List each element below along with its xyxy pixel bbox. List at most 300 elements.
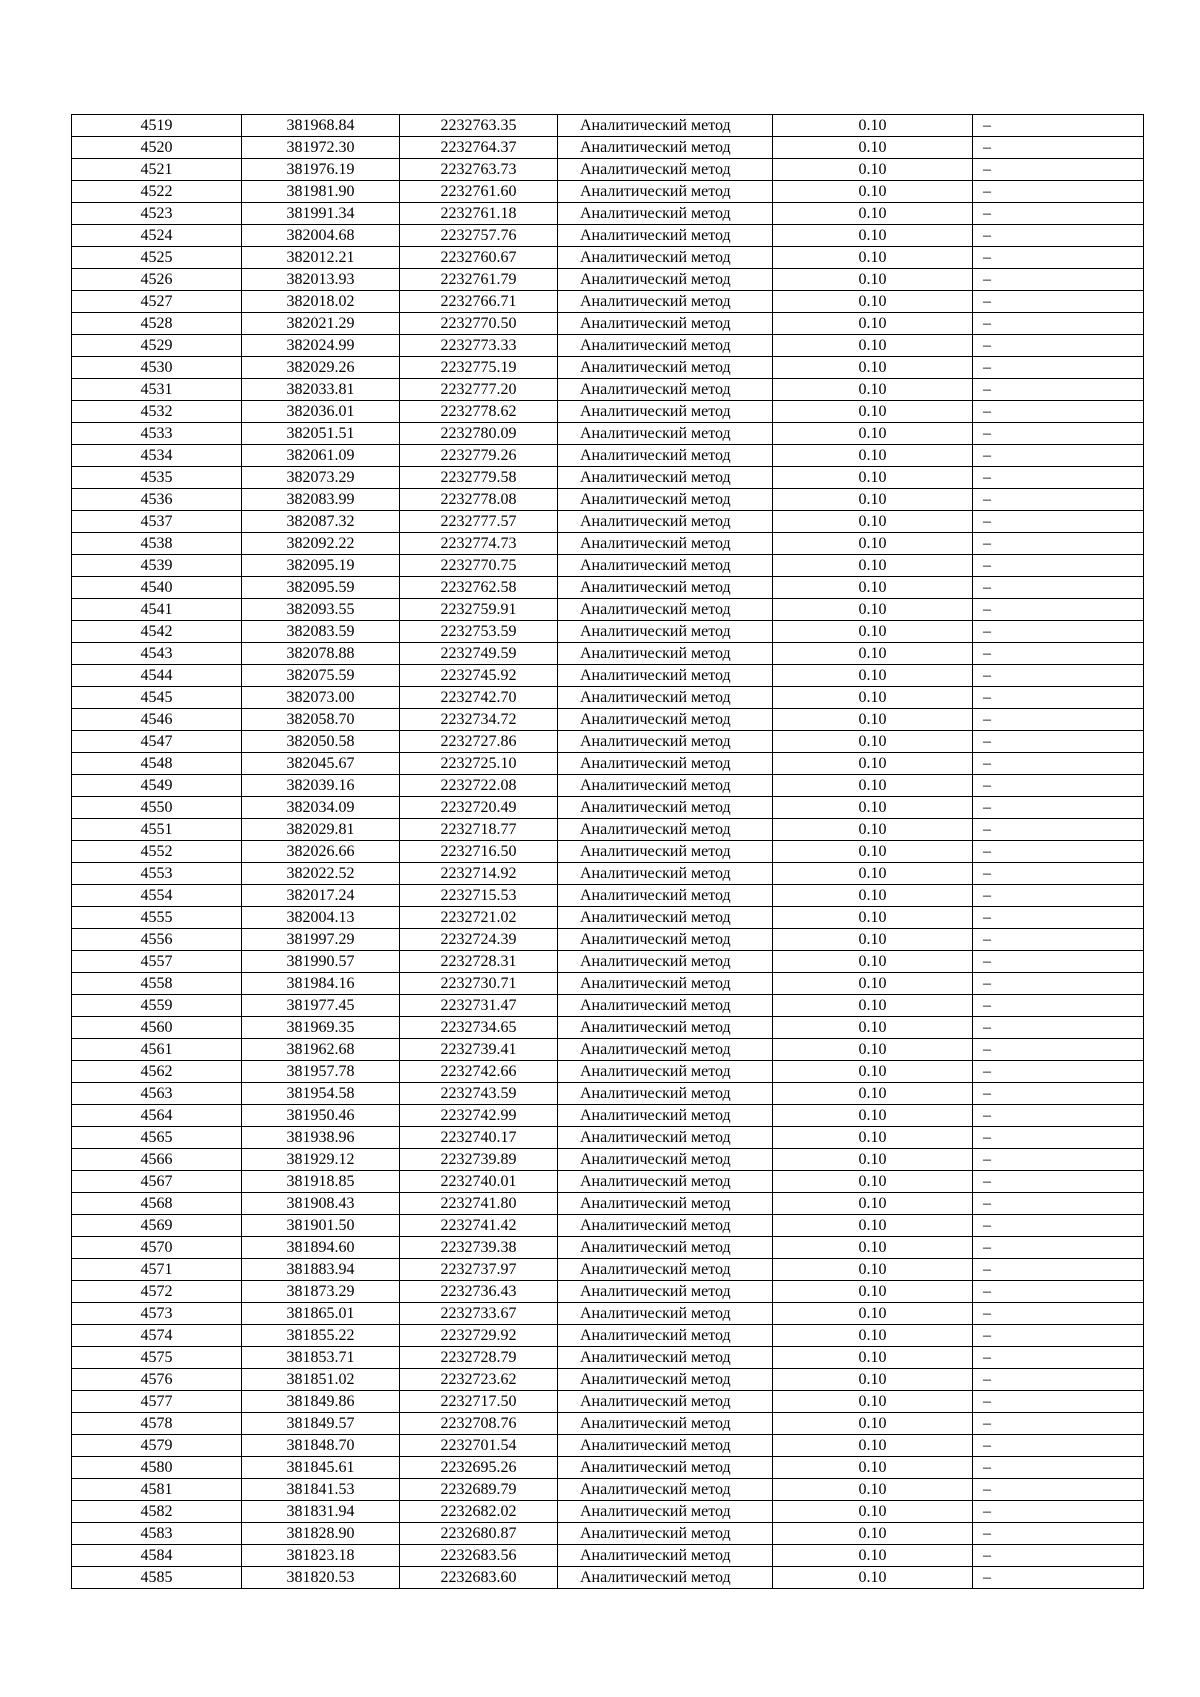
accuracy-cell: 0.10 [773, 1523, 973, 1545]
point-number-cell: 4563 [72, 1083, 242, 1105]
description-cell: – [973, 313, 1144, 335]
y-coordinate-cell: 2232728.31 [400, 951, 558, 973]
table-row [72, 115, 1144, 137]
point-number-cell: 4583 [72, 1523, 242, 1545]
x-coordinate-cell: 381954.58 [242, 1083, 400, 1105]
accuracy-cell: 0.10 [773, 1215, 973, 1237]
description-cell: – [973, 863, 1144, 885]
method-cell: Аналитический метод [558, 819, 773, 841]
y-coordinate-cell: 2232777.20 [400, 379, 558, 401]
accuracy-cell: 0.10 [773, 907, 973, 929]
description-cell: – [973, 269, 1144, 291]
table-row [72, 203, 1144, 225]
table-row [72, 511, 1144, 533]
description-cell: – [973, 533, 1144, 555]
method-cell: Аналитический метод [558, 1391, 773, 1413]
description-cell: – [973, 511, 1144, 533]
y-coordinate-cell: 2232757.76 [400, 225, 558, 247]
table-row [72, 775, 1144, 797]
accuracy-cell: 0.10 [773, 533, 973, 555]
point-number-cell: 4585 [72, 1567, 242, 1589]
table-row [72, 621, 1144, 643]
accuracy-cell: 0.10 [773, 1171, 973, 1193]
x-coordinate-cell: 382029.26 [242, 357, 400, 379]
y-coordinate-cell: 2232736.43 [400, 1281, 558, 1303]
method-cell: Аналитический метод [558, 225, 773, 247]
x-coordinate-cell: 381918.85 [242, 1171, 400, 1193]
method-cell: Аналитический метод [558, 1215, 773, 1237]
x-coordinate-cell: 382078.88 [242, 643, 400, 665]
method-cell: Аналитический метод [558, 1413, 773, 1435]
point-number-cell: 4550 [72, 797, 242, 819]
description-cell: – [973, 929, 1144, 951]
x-coordinate-cell: 382050.58 [242, 731, 400, 753]
point-number-cell: 4525 [72, 247, 242, 269]
accuracy-cell: 0.10 [773, 753, 973, 775]
table-row [72, 1457, 1144, 1479]
accuracy-cell: 0.10 [773, 665, 973, 687]
table-row [72, 159, 1144, 181]
point-number-cell: 4569 [72, 1215, 242, 1237]
x-coordinate-cell: 381990.57 [242, 951, 400, 973]
y-coordinate-cell: 2232759.91 [400, 599, 558, 621]
table-row [72, 379, 1144, 401]
method-cell: Аналитический метод [558, 1347, 773, 1369]
accuracy-cell: 0.10 [773, 225, 973, 247]
method-cell: Аналитический метод [558, 1523, 773, 1545]
description-cell: – [973, 1105, 1144, 1127]
accuracy-cell: 0.10 [773, 1545, 973, 1567]
x-coordinate-cell: 381894.60 [242, 1237, 400, 1259]
point-number-cell: 4544 [72, 665, 242, 687]
description-cell: – [973, 643, 1144, 665]
point-number-cell: 4574 [72, 1325, 242, 1347]
point-number-cell: 4558 [72, 973, 242, 995]
description-cell: – [973, 577, 1144, 599]
point-number-cell: 4537 [72, 511, 242, 533]
method-cell: Аналитический метод [558, 203, 773, 225]
method-cell: Аналитический метод [558, 1083, 773, 1105]
table-row [72, 1567, 1144, 1589]
method-cell: Аналитический метод [558, 907, 773, 929]
description-cell: – [973, 1061, 1144, 1083]
table-row [72, 599, 1144, 621]
x-coordinate-cell: 381957.78 [242, 1061, 400, 1083]
point-number-cell: 4542 [72, 621, 242, 643]
accuracy-cell: 0.10 [773, 137, 973, 159]
y-coordinate-cell: 2232778.62 [400, 401, 558, 423]
description-cell: – [973, 1369, 1144, 1391]
x-coordinate-cell: 382095.19 [242, 555, 400, 577]
description-cell: – [973, 225, 1144, 247]
method-cell: Аналитический метод [558, 445, 773, 467]
point-number-cell: 4575 [72, 1347, 242, 1369]
x-coordinate-cell: 381981.90 [242, 181, 400, 203]
point-number-cell: 4556 [72, 929, 242, 951]
description-cell: – [973, 1127, 1144, 1149]
method-cell: Аналитический метод [558, 1171, 773, 1193]
y-coordinate-cell: 2232760.67 [400, 247, 558, 269]
coordinates-table-body [72, 115, 1144, 1589]
table-row [72, 1545, 1144, 1567]
table-row [72, 665, 1144, 687]
accuracy-cell: 0.10 [773, 1325, 973, 1347]
description-cell: – [973, 423, 1144, 445]
table-row [72, 335, 1144, 357]
method-cell: Аналитический метод [558, 1061, 773, 1083]
table-row [72, 731, 1144, 753]
y-coordinate-cell: 2232683.56 [400, 1545, 558, 1567]
table-row [72, 1391, 1144, 1413]
description-cell: – [973, 1303, 1144, 1325]
accuracy-cell: 0.10 [773, 181, 973, 203]
y-coordinate-cell: 2232725.10 [400, 753, 558, 775]
point-number-cell: 4530 [72, 357, 242, 379]
method-cell: Аналитический метод [558, 951, 773, 973]
description-cell: – [973, 1413, 1144, 1435]
x-coordinate-cell: 381968.84 [242, 115, 400, 137]
y-coordinate-cell: 2232739.38 [400, 1237, 558, 1259]
y-coordinate-cell: 2232774.73 [400, 533, 558, 555]
y-coordinate-cell: 2232766.71 [400, 291, 558, 313]
description-cell: – [973, 1545, 1144, 1567]
y-coordinate-cell: 2232763.73 [400, 159, 558, 181]
point-number-cell: 4523 [72, 203, 242, 225]
method-cell: Аналитический метод [558, 1017, 773, 1039]
method-cell: Аналитический метод [558, 1149, 773, 1171]
table-row [72, 797, 1144, 819]
method-cell: Аналитический метод [558, 335, 773, 357]
point-number-cell: 4579 [72, 1435, 242, 1457]
accuracy-cell: 0.10 [773, 577, 973, 599]
table-row [72, 1303, 1144, 1325]
method-cell: Аналитический метод [558, 533, 773, 555]
point-number-cell: 4557 [72, 951, 242, 973]
accuracy-cell: 0.10 [773, 401, 973, 423]
description-cell: – [973, 1325, 1144, 1347]
description-cell: – [973, 1281, 1144, 1303]
method-cell: Аналитический метод [558, 1281, 773, 1303]
table-row [72, 1083, 1144, 1105]
x-coordinate-cell: 381849.57 [242, 1413, 400, 1435]
accuracy-cell: 0.10 [773, 489, 973, 511]
method-cell: Аналитический метод [558, 599, 773, 621]
table-row [72, 1017, 1144, 1039]
point-number-cell: 4541 [72, 599, 242, 621]
point-number-cell: 4524 [72, 225, 242, 247]
table-row [72, 1501, 1144, 1523]
description-cell: – [973, 159, 1144, 181]
method-cell: Аналитический метод [558, 511, 773, 533]
point-number-cell: 4582 [72, 1501, 242, 1523]
table-row [72, 1193, 1144, 1215]
x-coordinate-cell: 382021.29 [242, 313, 400, 335]
x-coordinate-cell: 381972.30 [242, 137, 400, 159]
table-row [72, 907, 1144, 929]
table-row [72, 401, 1144, 423]
method-cell: Аналитический метод [558, 291, 773, 313]
x-coordinate-cell: 382026.66 [242, 841, 400, 863]
method-cell: Аналитический метод [558, 1369, 773, 1391]
x-coordinate-cell: 381841.53 [242, 1479, 400, 1501]
point-number-cell: 4552 [72, 841, 242, 863]
description-cell: – [973, 291, 1144, 313]
accuracy-cell: 0.10 [773, 1391, 973, 1413]
accuracy-cell: 0.10 [773, 1567, 973, 1589]
point-number-cell: 4521 [72, 159, 242, 181]
description-cell: – [973, 1237, 1144, 1259]
table-row [72, 1523, 1144, 1545]
method-cell: Аналитический метод [558, 1127, 773, 1149]
method-cell: Аналитический метод [558, 115, 773, 137]
accuracy-cell: 0.10 [773, 1501, 973, 1523]
method-cell: Аналитический метод [558, 401, 773, 423]
table-row [72, 1039, 1144, 1061]
point-number-cell: 4522 [72, 181, 242, 203]
point-number-cell: 4570 [72, 1237, 242, 1259]
method-cell: Аналитический метод [558, 995, 773, 1017]
x-coordinate-cell: 381962.68 [242, 1039, 400, 1061]
x-coordinate-cell: 382033.81 [242, 379, 400, 401]
method-cell: Аналитический метод [558, 489, 773, 511]
accuracy-cell: 0.10 [773, 1303, 973, 1325]
y-coordinate-cell: 2232718.77 [400, 819, 558, 841]
point-number-cell: 4561 [72, 1039, 242, 1061]
point-number-cell: 4578 [72, 1413, 242, 1435]
accuracy-cell: 0.10 [773, 775, 973, 797]
point-number-cell: 4540 [72, 577, 242, 599]
description-cell: – [973, 599, 1144, 621]
description-cell: – [973, 995, 1144, 1017]
y-coordinate-cell: 2232717.50 [400, 1391, 558, 1413]
description-cell: – [973, 401, 1144, 423]
accuracy-cell: 0.10 [773, 819, 973, 841]
description-cell: – [973, 687, 1144, 709]
table-row [72, 973, 1144, 995]
x-coordinate-cell: 382024.99 [242, 335, 400, 357]
description-cell: – [973, 335, 1144, 357]
description-cell: – [973, 775, 1144, 797]
x-coordinate-cell: 381820.53 [242, 1567, 400, 1589]
method-cell: Аналитический метод [558, 731, 773, 753]
point-number-cell: 4531 [72, 379, 242, 401]
accuracy-cell: 0.10 [773, 797, 973, 819]
point-number-cell: 4555 [72, 907, 242, 929]
accuracy-cell: 0.10 [773, 1083, 973, 1105]
point-number-cell: 4577 [72, 1391, 242, 1413]
y-coordinate-cell: 2232742.99 [400, 1105, 558, 1127]
point-number-cell: 4545 [72, 687, 242, 709]
table-row [72, 225, 1144, 247]
y-coordinate-cell: 2232715.53 [400, 885, 558, 907]
x-coordinate-cell: 382083.59 [242, 621, 400, 643]
x-coordinate-cell: 381855.22 [242, 1325, 400, 1347]
table-row [72, 885, 1144, 907]
y-coordinate-cell: 2232742.66 [400, 1061, 558, 1083]
x-coordinate-cell: 382051.51 [242, 423, 400, 445]
point-number-cell: 4572 [72, 1281, 242, 1303]
table-row [72, 687, 1144, 709]
point-number-cell: 4519 [72, 115, 242, 137]
method-cell: Аналитический метод [558, 1325, 773, 1347]
y-coordinate-cell: 2232734.72 [400, 709, 558, 731]
description-cell: – [973, 1193, 1144, 1215]
x-coordinate-cell: 382029.81 [242, 819, 400, 841]
x-coordinate-cell: 381901.50 [242, 1215, 400, 1237]
x-coordinate-cell: 381908.43 [242, 1193, 400, 1215]
x-coordinate-cell: 382061.09 [242, 445, 400, 467]
accuracy-cell: 0.10 [773, 115, 973, 137]
y-coordinate-cell: 2232743.59 [400, 1083, 558, 1105]
x-coordinate-cell: 381849.86 [242, 1391, 400, 1413]
description-cell: – [973, 1457, 1144, 1479]
y-coordinate-cell: 2232780.09 [400, 423, 558, 445]
description-cell: – [973, 841, 1144, 863]
method-cell: Аналитический метод [558, 621, 773, 643]
point-number-cell: 4576 [72, 1369, 242, 1391]
x-coordinate-cell: 381848.70 [242, 1435, 400, 1457]
y-coordinate-cell: 2232722.08 [400, 775, 558, 797]
accuracy-cell: 0.10 [773, 1237, 973, 1259]
method-cell: Аналитический метод [558, 247, 773, 269]
table-row [72, 1259, 1144, 1281]
description-cell: – [973, 1391, 1144, 1413]
accuracy-cell: 0.10 [773, 1413, 973, 1435]
table-row [72, 753, 1144, 775]
accuracy-cell: 0.10 [773, 731, 973, 753]
table-row [72, 489, 1144, 511]
accuracy-cell: 0.10 [773, 1259, 973, 1281]
accuracy-cell: 0.10 [773, 313, 973, 335]
table-row [72, 1149, 1144, 1171]
method-cell: Аналитический метод [558, 555, 773, 577]
description-cell: – [973, 665, 1144, 687]
description-cell: – [973, 445, 1144, 467]
x-coordinate-cell: 381845.61 [242, 1457, 400, 1479]
accuracy-cell: 0.10 [773, 1017, 973, 1039]
point-number-cell: 4551 [72, 819, 242, 841]
y-coordinate-cell: 2232739.41 [400, 1039, 558, 1061]
method-cell: Аналитический метод [558, 1479, 773, 1501]
accuracy-cell: 0.10 [773, 687, 973, 709]
x-coordinate-cell: 381883.94 [242, 1259, 400, 1281]
accuracy-cell: 0.10 [773, 643, 973, 665]
method-cell: Аналитический метод [558, 577, 773, 599]
accuracy-cell: 0.10 [773, 929, 973, 951]
y-coordinate-cell: 2232740.01 [400, 1171, 558, 1193]
table-row [72, 863, 1144, 885]
description-cell: – [973, 357, 1144, 379]
accuracy-cell: 0.10 [773, 467, 973, 489]
description-cell: – [973, 709, 1144, 731]
accuracy-cell: 0.10 [773, 599, 973, 621]
accuracy-cell: 0.10 [773, 841, 973, 863]
description-cell: – [973, 1215, 1144, 1237]
method-cell: Аналитический метод [558, 709, 773, 731]
y-coordinate-cell: 2232680.87 [400, 1523, 558, 1545]
table-row [72, 357, 1144, 379]
description-cell: – [973, 951, 1144, 973]
y-coordinate-cell: 2232761.18 [400, 203, 558, 225]
method-cell: Аналитический метод [558, 973, 773, 995]
accuracy-cell: 0.10 [773, 621, 973, 643]
y-coordinate-cell: 2232770.50 [400, 313, 558, 335]
method-cell: Аналитический метод [558, 885, 773, 907]
x-coordinate-cell: 381976.19 [242, 159, 400, 181]
table-row [72, 1215, 1144, 1237]
y-coordinate-cell: 2232701.54 [400, 1435, 558, 1457]
method-cell: Аналитический метод [558, 687, 773, 709]
x-coordinate-cell: 382004.68 [242, 225, 400, 247]
method-cell: Аналитический метод [558, 313, 773, 335]
table-row [72, 1127, 1144, 1149]
point-number-cell: 4546 [72, 709, 242, 731]
x-coordinate-cell: 381984.16 [242, 973, 400, 995]
y-coordinate-cell: 2232775.19 [400, 357, 558, 379]
description-cell: – [973, 1347, 1144, 1369]
x-coordinate-cell: 381969.35 [242, 1017, 400, 1039]
table-row [72, 1061, 1144, 1083]
y-coordinate-cell: 2232741.42 [400, 1215, 558, 1237]
table-row [72, 1435, 1144, 1457]
y-coordinate-cell: 2232723.62 [400, 1369, 558, 1391]
method-cell: Аналитический метод [558, 1545, 773, 1567]
table-row [72, 1281, 1144, 1303]
description-cell: – [973, 203, 1144, 225]
table-row [72, 467, 1144, 489]
point-number-cell: 4566 [72, 1149, 242, 1171]
point-number-cell: 4554 [72, 885, 242, 907]
y-coordinate-cell: 2232753.59 [400, 621, 558, 643]
x-coordinate-cell: 382018.02 [242, 291, 400, 313]
method-cell: Аналитический метод [558, 1193, 773, 1215]
point-number-cell: 4564 [72, 1105, 242, 1127]
x-coordinate-cell: 382012.21 [242, 247, 400, 269]
table-row [72, 1325, 1144, 1347]
point-number-cell: 4548 [72, 753, 242, 775]
y-coordinate-cell: 2232730.71 [400, 973, 558, 995]
y-coordinate-cell: 2232695.26 [400, 1457, 558, 1479]
accuracy-cell: 0.10 [773, 1369, 973, 1391]
point-number-cell: 4560 [72, 1017, 242, 1039]
x-coordinate-cell: 381997.29 [242, 929, 400, 951]
y-coordinate-cell: 2232779.58 [400, 467, 558, 489]
x-coordinate-cell: 382017.24 [242, 885, 400, 907]
y-coordinate-cell: 2232720.49 [400, 797, 558, 819]
table-row [72, 555, 1144, 577]
x-coordinate-cell: 382036.01 [242, 401, 400, 423]
accuracy-cell: 0.10 [773, 709, 973, 731]
y-coordinate-cell: 2232745.92 [400, 665, 558, 687]
accuracy-cell: 0.10 [773, 291, 973, 313]
description-cell: – [973, 1501, 1144, 1523]
point-number-cell: 4533 [72, 423, 242, 445]
description-cell: – [973, 1171, 1144, 1193]
y-coordinate-cell: 2232731.47 [400, 995, 558, 1017]
method-cell: Аналитический метод [558, 1435, 773, 1457]
x-coordinate-cell: 381950.46 [242, 1105, 400, 1127]
accuracy-cell: 0.10 [773, 555, 973, 577]
point-number-cell: 4584 [72, 1545, 242, 1567]
table-row [72, 291, 1144, 313]
point-number-cell: 4581 [72, 1479, 242, 1501]
point-number-cell: 4528 [72, 313, 242, 335]
table-row [72, 951, 1144, 973]
y-coordinate-cell: 2232682.02 [400, 1501, 558, 1523]
description-cell: – [973, 1435, 1144, 1457]
method-cell: Аналитический метод [558, 797, 773, 819]
description-cell: – [973, 555, 1144, 577]
